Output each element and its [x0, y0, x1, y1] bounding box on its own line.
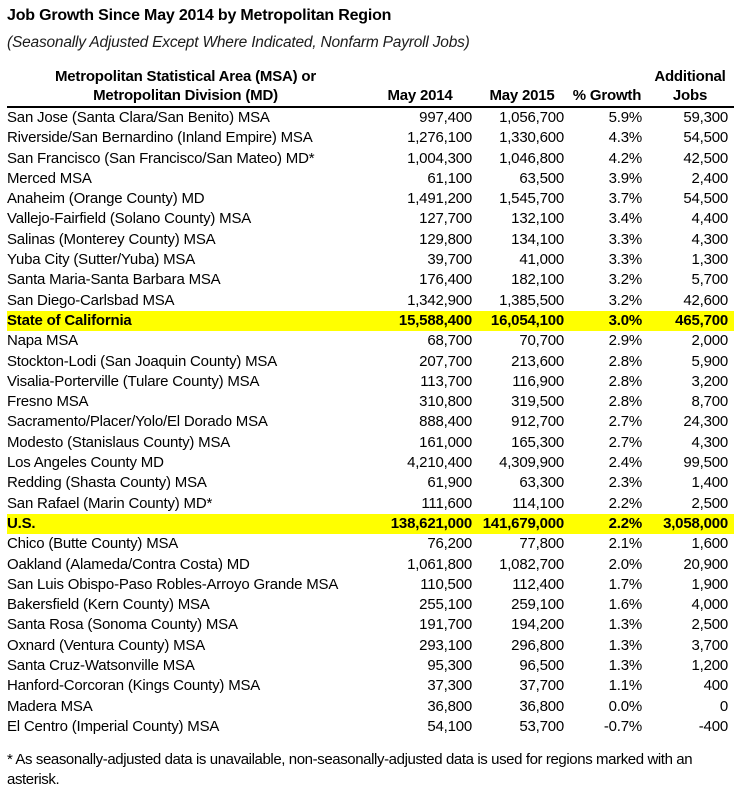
- region-cell: Santa Rosa (Sonoma County) MSA: [7, 616, 238, 634]
- additional-jobs-cell: 8,700: [691, 393, 728, 411]
- additional-jobs-cell: 99,500: [683, 454, 728, 472]
- table-row: [7, 291, 734, 311]
- additional-jobs-cell: 4,000: [691, 596, 728, 614]
- may-2015-cell: 114,100: [512, 494, 564, 512]
- additional-jobs-cell: 1,200: [691, 657, 728, 675]
- growth-cell: 4.3%: [608, 129, 642, 147]
- additional-jobs-cell: 24,300: [683, 413, 728, 431]
- growth-cell: 1.6%: [608, 596, 642, 614]
- may-2014-cell: 129,800: [419, 230, 472, 248]
- may-2014-cell: 191,700: [419, 616, 472, 634]
- additional-jobs-cell: -400: [698, 717, 728, 735]
- growth-cell: 3.9%: [608, 169, 642, 187]
- column-header-may-2015: May 2015: [476, 68, 568, 107]
- may-2014-cell: 4,210,400: [407, 454, 472, 472]
- may-2015-cell: 1,385,500: [499, 291, 564, 309]
- may-2015-cell: 132,100: [511, 210, 564, 228]
- table-row: [7, 636, 734, 656]
- table-row: [7, 575, 734, 595]
- growth-cell: 2.8%: [608, 393, 642, 411]
- may-2014-cell: 113,700: [420, 372, 472, 390]
- additional-jobs-cell: 1,900: [691, 575, 728, 593]
- may-2014-cell: 36,800: [427, 697, 472, 715]
- growth-cell: 2.7%: [608, 433, 642, 451]
- growth-cell: 2.3%: [608, 474, 642, 492]
- region-cell: San Rafael (Marin County) MD*: [7, 494, 213, 512]
- region-cell: Santa Cruz-Watsonville MSA: [7, 657, 195, 675]
- may-2015-cell: 1,056,700: [499, 109, 564, 126]
- region-cell: Bakersfield (Kern County) MSA: [7, 596, 210, 614]
- may-2015-cell: 4,309,900: [499, 454, 564, 472]
- column-header-region: [7, 68, 364, 107]
- region-cell: Oxnard (Ventura County) MSA: [7, 636, 206, 654]
- additional-jobs-cell: 4,400: [691, 210, 728, 228]
- may-2014-cell: 161,000: [419, 433, 472, 451]
- may-2014-cell: 138,621,000: [390, 514, 472, 532]
- may-2014-cell: 1,491,200: [407, 190, 472, 208]
- may-2014-cell: 61,900: [427, 474, 472, 492]
- may-2015-cell: 319,500: [511, 393, 564, 411]
- footnote: * As seasonally-adjusted data is unavailable, non-seasonally-adjusted data is used for regions marked with an asterisk.: [7, 751, 693, 788]
- additional-jobs-cell: 465,700: [675, 311, 728, 329]
- growth-cell: 3.4%: [608, 210, 642, 228]
- may-2015-cell: 36,800: [519, 697, 564, 715]
- additional-jobs-cell: 1,400: [691, 474, 728, 492]
- table-row: [7, 697, 734, 717]
- growth-cell: 2.9%: [608, 332, 642, 350]
- table-row: [7, 412, 734, 432]
- region-cell: San Francisco (San Francisco/San Mateo) MD*: [7, 149, 315, 167]
- may-2014-cell: 176,400: [419, 271, 472, 289]
- may-2014-cell: 110,500: [420, 575, 472, 593]
- region-cell: Oakland (Alameda/Contra Costa) MD: [7, 555, 250, 573]
- may-2015-cell: 165,300: [511, 433, 564, 451]
- table-row: [7, 676, 734, 696]
- may-2015-cell: 194,200: [511, 616, 564, 634]
- growth-cell: 2.4%: [608, 454, 642, 472]
- region-cell: Madera MSA: [7, 697, 93, 715]
- may-2014-cell: 95,300: [427, 657, 472, 675]
- table-row: [7, 473, 734, 493]
- table-row: [7, 453, 734, 473]
- additional-jobs-cell: 1,300: [691, 251, 728, 269]
- may-2014-cell: 111,600: [421, 494, 472, 512]
- may-2014-cell: 1,342,900: [407, 291, 472, 309]
- growth-cell: 3.3%: [608, 251, 642, 269]
- region-cell: Redding (Shasta County) MSA: [7, 474, 207, 492]
- column-header-region-line2: Metropolitan Division (MD): [93, 86, 278, 104]
- may-2015-cell: 116,900: [512, 372, 564, 390]
- growth-cell: 1.7%: [608, 575, 642, 593]
- growth-cell: 1.3%: [608, 657, 642, 675]
- table-row: [7, 372, 734, 392]
- column-header-growth: % Growth: [568, 68, 646, 107]
- may-2014-cell: 76,200: [427, 535, 472, 553]
- table-row: [7, 352, 734, 372]
- region-cell: San Luis Obispo-Paso Robles-Arroyo Grande MSA: [7, 575, 339, 593]
- growth-cell: 2.8%: [608, 372, 642, 390]
- region-cell: Chico (Butte County) MSA: [7, 535, 179, 553]
- additional-jobs-cell: 400: [703, 677, 728, 695]
- growth-cell: 2.2%: [608, 514, 642, 532]
- may-2014-cell: 997,400: [419, 109, 472, 126]
- region-cell: Fresno MSA: [7, 393, 89, 411]
- growth-cell: 3.2%: [608, 271, 642, 289]
- may-2015-cell: 63,300: [519, 474, 564, 492]
- may-2015-cell: 112,400: [512, 575, 564, 593]
- additional-jobs-cell: 42,500: [683, 149, 728, 167]
- additional-jobs-cell: 42,600: [683, 291, 728, 309]
- summary-row: [7, 514, 734, 534]
- may-2015-cell: 53,700: [519, 717, 564, 735]
- summary-row: [7, 311, 734, 331]
- region-cell: El Centro (Imperial County) MSA: [7, 717, 220, 735]
- growth-cell: 2.7%: [608, 413, 642, 431]
- table-row: [7, 595, 734, 615]
- region-cell: San Jose (Santa Clara/San Benito) MSA: [7, 109, 270, 126]
- table-row: [7, 331, 734, 351]
- may-2015-cell: 1,330,600: [499, 129, 564, 147]
- table-row: [7, 717, 734, 737]
- may-2015-cell: 16,054,100: [490, 311, 564, 329]
- growth-cell: 4.2%: [608, 149, 642, 167]
- may-2015-cell: 1,545,700: [499, 190, 564, 208]
- may-2014-cell: 54,100: [427, 717, 472, 735]
- table-row: [7, 534, 734, 554]
- table-row: [7, 270, 734, 290]
- growth-cell: 3.0%: [608, 311, 642, 329]
- table-row: [7, 230, 734, 250]
- additional-jobs-cell: 3,200: [691, 372, 728, 390]
- additional-jobs-cell: 5,700: [691, 271, 728, 289]
- region-cell: Stockton-Lodi (San Joaquin County) MSA: [7, 352, 278, 370]
- may-2014-cell: 255,100: [419, 596, 472, 614]
- region-cell: Riverside/San Bernardino (Inland Empire) MSA: [7, 129, 313, 147]
- may-2015-cell: 63,500: [519, 169, 564, 187]
- additional-jobs-cell: 2,500: [691, 616, 728, 634]
- table-row: [7, 615, 734, 635]
- additional-jobs-cell: 2,000: [691, 332, 728, 350]
- additional-jobs-cell: 59,300: [683, 109, 728, 126]
- growth-cell: 1.3%: [608, 636, 642, 654]
- growth-cell: 5.9%: [608, 109, 642, 126]
- region-cell: Napa MSA: [7, 332, 78, 350]
- table-header: [7, 68, 734, 107]
- may-2014-cell: 39,700: [427, 251, 472, 269]
- may-2014-cell: 37,300: [427, 677, 472, 695]
- region-cell: U.S.: [7, 514, 36, 532]
- region-cell: Visalia-Porterville (Tulare County) MSA: [7, 372, 260, 390]
- may-2015-cell: 912,700: [511, 413, 564, 431]
- page-subtitle: (Seasonally Adjusted Except Where Indicated, Nonfarm Payroll Jobs): [7, 34, 470, 51]
- header-row: [7, 68, 734, 107]
- may-2014-cell: 1,061,800: [407, 555, 472, 573]
- growth-cell: 3.7%: [608, 190, 642, 208]
- may-2014-cell: 61,100: [427, 169, 472, 187]
- may-2014-cell: 68,700: [427, 332, 472, 350]
- table-row: [7, 189, 734, 209]
- table-row: [7, 209, 734, 229]
- additional-jobs-cell: 1,600: [691, 535, 728, 553]
- may-2015-cell: 213,600: [511, 352, 564, 370]
- additional-jobs-cell: 0: [719, 697, 728, 715]
- table-row: [7, 555, 734, 575]
- growth-cell: 1.1%: [608, 677, 642, 695]
- may-2014-cell: 127,700: [419, 210, 472, 228]
- may-2015-cell: 96,500: [519, 657, 564, 675]
- may-2015-cell: 70,700: [519, 332, 564, 350]
- may-2014-cell: 1,004,300: [407, 149, 472, 167]
- growth-cell: 0.0%: [608, 697, 642, 715]
- table-body: [7, 107, 734, 737]
- table-row: [7, 494, 734, 514]
- may-2015-cell: 77,800: [519, 535, 564, 553]
- additional-jobs-cell: 54,500: [683, 129, 728, 147]
- table-row: [7, 392, 734, 412]
- additional-jobs-cell: 4,300: [691, 433, 728, 451]
- table-row: [7, 128, 734, 148]
- region-cell: Yuba City (Sutter/Yuba) MSA: [7, 251, 196, 269]
- may-2015-cell: 37,700: [519, 677, 564, 695]
- column-header-additional-jobs: Additional Jobs: [646, 68, 734, 107]
- table-row: [7, 250, 734, 270]
- additional-jobs-cell: 54,500: [683, 190, 728, 208]
- region-cell: State of California: [7, 311, 132, 329]
- region-cell: Sacramento/Placer/Yolo/El Dorado MSA: [7, 413, 268, 431]
- may-2015-cell: 141,679,000: [482, 514, 564, 532]
- may-2014-cell: 15,588,400: [398, 311, 472, 329]
- growth-cell: 2.1%: [608, 535, 642, 553]
- table-row: [7, 169, 734, 189]
- column-header-may-2014: May 2014: [364, 68, 476, 107]
- growth-cell: 1.3%: [608, 616, 642, 634]
- growth-cell: 2.8%: [608, 352, 642, 370]
- additional-jobs-cell: 3,700: [691, 636, 728, 654]
- may-2015-cell: 259,100: [511, 596, 564, 614]
- additional-jobs-cell: 2,400: [691, 169, 728, 187]
- additional-jobs-cell: 3,058,000: [663, 514, 728, 532]
- may-2015-cell: 1,082,700: [499, 555, 564, 573]
- growth-cell: 3.2%: [608, 291, 642, 309]
- table-row: [7, 149, 734, 169]
- table-row: [7, 433, 734, 453]
- may-2014-cell: 293,100: [419, 636, 472, 654]
- additional-jobs-cell: 20,900: [683, 555, 728, 573]
- region-cell: Anaheim (Orange County) MD: [7, 190, 205, 208]
- may-2015-cell: 134,100: [511, 230, 564, 248]
- may-2014-cell: 310,800: [419, 393, 472, 411]
- additional-jobs-cell: 4,300: [691, 230, 728, 248]
- additional-jobs-cell: 2,500: [691, 494, 728, 512]
- may-2015-cell: 182,100: [511, 271, 564, 289]
- may-2014-cell: 1,276,100: [407, 129, 472, 147]
- job-growth-table: [7, 68, 734, 737]
- column-header-region-line1: Metropolitan Statistical Area (MSA) or: [54, 68, 317, 85]
- may-2014-cell: 207,700: [419, 352, 472, 370]
- page-title: Job Growth Since May 2014 by Metropolitan Region: [7, 7, 392, 24]
- may-2014-cell: 888,400: [419, 413, 472, 431]
- region-cell: Hanford-Corcoran (Kings County) MSA: [7, 677, 261, 695]
- region-cell: Merced MSA: [7, 169, 92, 187]
- growth-cell: 3.3%: [608, 230, 642, 248]
- region-cell: Modesto (Stanislaus County) MSA: [7, 433, 231, 451]
- may-2015-cell: 41,000: [519, 251, 564, 269]
- region-cell: Vallejo-Fairfield (Solano County) MSA: [7, 210, 252, 228]
- region-cell: Salinas (Monterey County) MSA: [7, 230, 216, 248]
- growth-cell: -0.7%: [603, 717, 642, 735]
- region-cell: San Diego-Carlsbad MSA: [7, 291, 175, 309]
- region-cell: Santa Maria-Santa Barbara MSA: [7, 271, 221, 289]
- may-2015-cell: 1,046,800: [499, 149, 564, 167]
- growth-cell: 2.0%: [608, 555, 642, 573]
- region-cell: Los Angeles County MD: [7, 454, 164, 472]
- additional-jobs-cell: 5,900: [691, 352, 728, 370]
- may-2015-cell: 296,800: [511, 636, 564, 654]
- growth-cell: 2.2%: [608, 494, 642, 512]
- table-row: [7, 107, 734, 128]
- table-row: [7, 656, 734, 676]
